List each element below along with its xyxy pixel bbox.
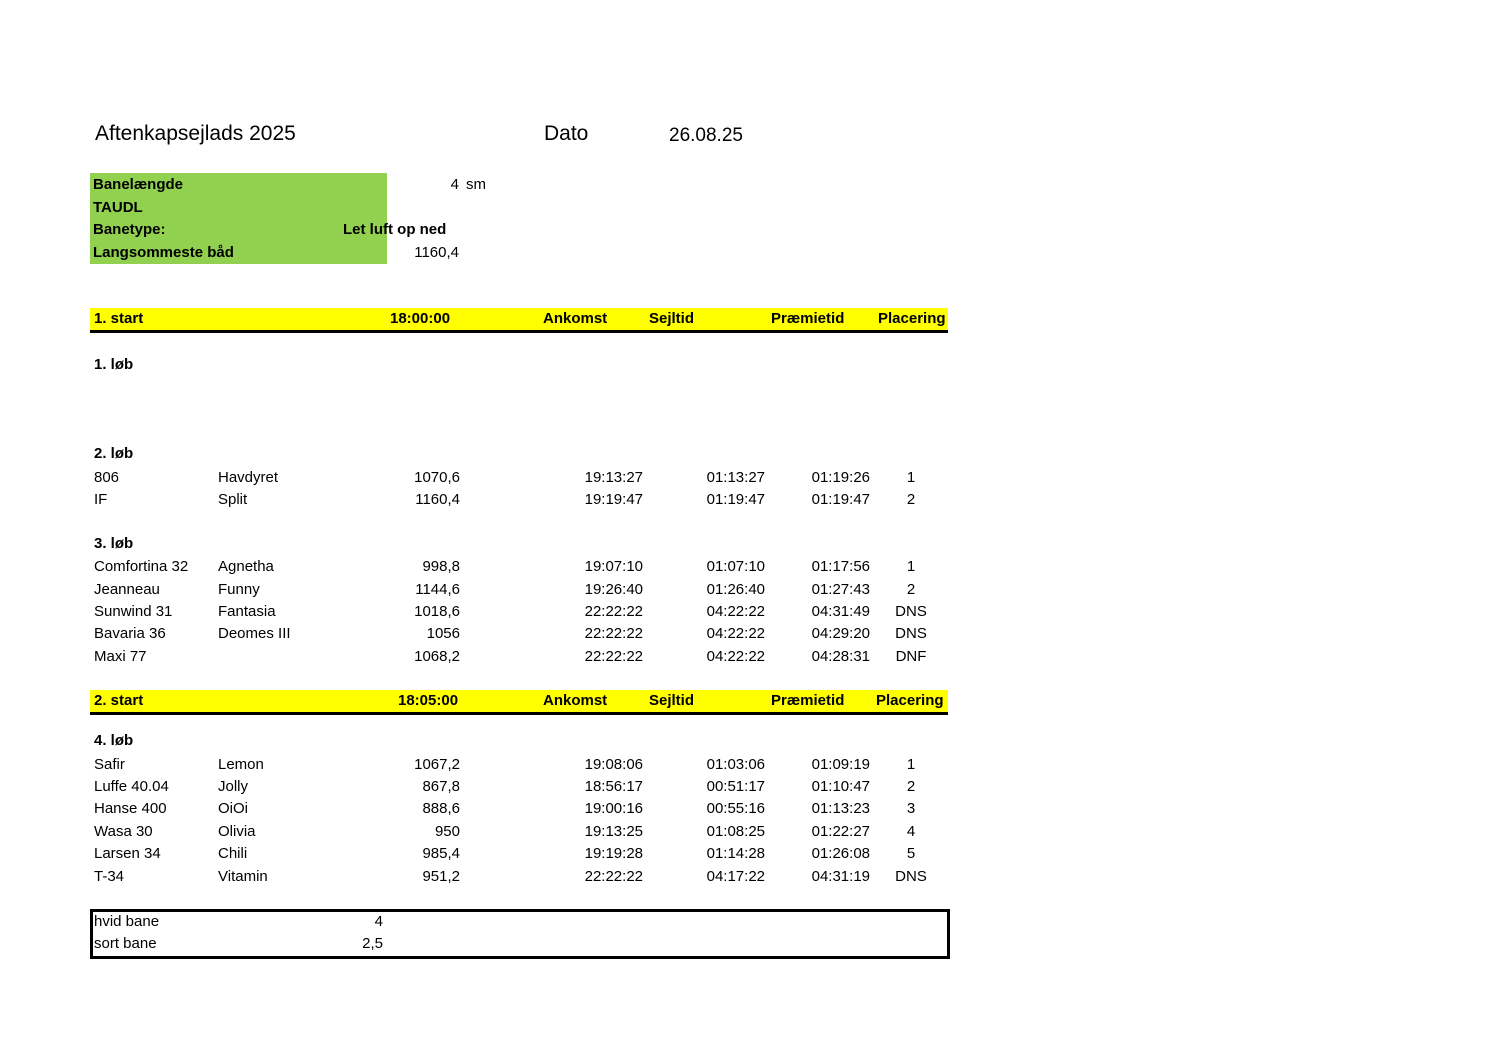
course-length-value: 4 bbox=[450, 176, 459, 193]
placement: 2 bbox=[906, 581, 916, 598]
boat-name: Agnetha bbox=[218, 558, 274, 575]
start-2-time: 18:05:00 bbox=[398, 692, 459, 709]
handicap: 1144,6 bbox=[415, 581, 460, 598]
arrival-time: 19:26:40 bbox=[584, 581, 643, 598]
result-row bbox=[0, 601, 1497, 623]
sail-time: 01:07:10 bbox=[706, 558, 765, 575]
placement: DNS bbox=[895, 868, 927, 885]
arrival-time: 19:07:10 bbox=[584, 558, 643, 575]
boat-name: Havdyret bbox=[218, 469, 279, 486]
start-2-label: 2. start bbox=[94, 692, 144, 709]
boat-name: Deomes III bbox=[218, 625, 291, 642]
arrival-time: 19:00:16 bbox=[584, 800, 643, 817]
result-row bbox=[0, 754, 1497, 776]
handicap: 950 bbox=[434, 823, 460, 840]
result-row bbox=[0, 776, 1497, 798]
boat-name: Jolly bbox=[218, 778, 249, 795]
arrival-time: 19:19:47 bbox=[584, 491, 643, 508]
start-1-label: 1. start bbox=[94, 310, 144, 327]
course-type-label: Banetype: bbox=[93, 221, 166, 238]
sail-time: 01:19:47 bbox=[706, 491, 765, 508]
start-2-header bbox=[0, 690, 1497, 712]
arrival-time: 22:22:22 bbox=[584, 868, 643, 885]
arrival-time: 19:19:28 bbox=[584, 845, 643, 862]
result-row bbox=[0, 843, 1497, 865]
prize-time: 04:29:20 bbox=[811, 625, 870, 642]
sail-time: 01:03:06 bbox=[706, 756, 765, 773]
placement: 5 bbox=[906, 845, 916, 862]
boat-name: Lemon bbox=[218, 756, 264, 773]
boat-name: Olivia bbox=[218, 823, 256, 840]
sail-time: 01:26:40 bbox=[706, 581, 765, 598]
arrival-time: 19:13:25 bbox=[584, 823, 643, 840]
start-1-header bbox=[0, 308, 1497, 330]
prize-time: 01:13:23 bbox=[811, 800, 870, 817]
boat-class: Hanse 400 bbox=[94, 800, 167, 817]
course-length-label: Banelængde bbox=[93, 176, 184, 193]
handicap: 1070,6 bbox=[414, 469, 460, 486]
arrival-time: 18:56:17 bbox=[584, 778, 643, 795]
handicap: 1067,2 bbox=[414, 756, 460, 773]
sail-time: 00:55:16 bbox=[706, 800, 765, 817]
sail-time: 00:51:17 bbox=[706, 778, 765, 795]
boat-class: Bavaria 36 bbox=[94, 625, 166, 642]
col-sail-time: Sejltid bbox=[649, 310, 695, 327]
handicap: 1160,4 bbox=[415, 491, 460, 508]
placement: 1 bbox=[906, 469, 916, 486]
prize-time: 01:10:47 bbox=[811, 778, 870, 795]
result-row bbox=[0, 821, 1497, 843]
result-row bbox=[0, 646, 1497, 668]
placement: 3 bbox=[906, 800, 916, 817]
arrival-time: 19:08:06 bbox=[584, 756, 643, 773]
race-3-label: 3. løb bbox=[94, 535, 134, 552]
handicap: 1056 bbox=[426, 625, 460, 642]
placement: 4 bbox=[906, 823, 916, 840]
arrival-time: 22:22:22 bbox=[584, 603, 643, 620]
result-row bbox=[0, 579, 1497, 601]
black-course-label: sort bane bbox=[94, 935, 157, 952]
placement: DNF bbox=[895, 648, 927, 665]
col-sail-time: Sejltid bbox=[649, 692, 695, 709]
course-lengths-box bbox=[90, 909, 950, 959]
col-placement: Placering bbox=[876, 692, 944, 709]
race-4-label: 4. løb bbox=[94, 732, 134, 749]
col-arrival: Ankomst bbox=[543, 310, 608, 327]
prize-time: 01:19:47 bbox=[811, 491, 870, 508]
handicap: 985,4 bbox=[422, 845, 460, 862]
boat-class: Wasa 30 bbox=[94, 823, 153, 840]
boat-class: 806 bbox=[94, 469, 120, 486]
placement: 2 bbox=[906, 778, 916, 795]
boat-class: Sunwind 31 bbox=[94, 603, 173, 620]
result-row bbox=[0, 798, 1497, 820]
handicap: 951,2 bbox=[422, 868, 460, 885]
boat-class: Luffe 40.04 bbox=[94, 778, 169, 795]
sail-time: 01:13:27 bbox=[706, 469, 765, 486]
boat-name: Split bbox=[218, 491, 248, 508]
taudl-label: TAUDL bbox=[93, 199, 143, 216]
boat-class: Maxi 77 bbox=[94, 648, 147, 665]
start-1-time: 18:00:00 bbox=[390, 310, 451, 327]
sail-time: 04:22:22 bbox=[706, 625, 765, 642]
prize-time: 01:09:19 bbox=[811, 756, 870, 773]
prize-time: 04:31:49 bbox=[811, 603, 870, 620]
placement: 1 bbox=[906, 756, 916, 773]
col-prize-time: Præmietid bbox=[771, 310, 845, 327]
date-value: 26.08.25 bbox=[669, 125, 743, 146]
result-row bbox=[0, 489, 1497, 511]
white-course-label: hvid bane bbox=[94, 913, 160, 930]
placement: DNS bbox=[895, 625, 927, 642]
race-2-label: 2. løb bbox=[94, 445, 134, 462]
placement: 2 bbox=[906, 491, 916, 508]
course-length-unit: sm bbox=[466, 176, 486, 193]
boat-name: Funny bbox=[218, 581, 260, 598]
boat-name: OiOi bbox=[218, 800, 248, 817]
date-label: Dato bbox=[544, 122, 589, 145]
sail-time: 04:22:22 bbox=[706, 603, 765, 620]
race-1-label: 1. løb bbox=[94, 356, 134, 373]
handicap: 1068,2 bbox=[414, 648, 460, 665]
course-type-value: Let luft op ned bbox=[343, 221, 447, 238]
result-row bbox=[0, 556, 1497, 578]
sail-time: 01:08:25 bbox=[706, 823, 765, 840]
prize-time: 04:31:19 bbox=[811, 868, 870, 885]
boat-class: Safir bbox=[94, 756, 125, 773]
boat-class: Comfortina 32 bbox=[94, 558, 189, 575]
handicap: 867,8 bbox=[422, 778, 460, 795]
col-arrival: Ankomst bbox=[543, 692, 608, 709]
result-row bbox=[0, 866, 1497, 888]
boat-name: Vitamin bbox=[218, 868, 268, 885]
boat-class: IF bbox=[94, 491, 108, 508]
prize-time: 01:22:27 bbox=[811, 823, 870, 840]
col-prize-time: Præmietid bbox=[771, 692, 845, 709]
prize-time: 04:28:31 bbox=[811, 648, 870, 665]
handicap: 1018,6 bbox=[414, 603, 460, 620]
handicap: 998,8 bbox=[422, 558, 460, 575]
handicap: 888,6 bbox=[422, 800, 460, 817]
prize-time: 01:19:26 bbox=[811, 469, 870, 486]
slowest-boat-value: 1160,4 bbox=[414, 244, 459, 261]
prize-time: 01:26:08 bbox=[811, 845, 870, 862]
result-row bbox=[0, 623, 1497, 645]
col-placement: Placering bbox=[878, 310, 946, 327]
arrival-time: 22:22:22 bbox=[584, 648, 643, 665]
boat-class: Jeanneau bbox=[94, 581, 160, 598]
sail-time: 01:14:28 bbox=[706, 845, 765, 862]
black-course-value: 2,5 bbox=[362, 935, 383, 952]
white-course-value: 4 bbox=[374, 913, 383, 930]
sail-time: 04:22:22 bbox=[706, 648, 765, 665]
arrival-time: 22:22:22 bbox=[584, 625, 643, 642]
prize-time: 01:27:43 bbox=[811, 581, 870, 598]
slowest-boat-label: Langsommeste båd bbox=[93, 244, 234, 261]
sail-time: 04:17:22 bbox=[706, 868, 765, 885]
prize-time: 01:17:56 bbox=[811, 558, 870, 575]
result-row bbox=[0, 467, 1497, 489]
boat-class: Larsen 34 bbox=[94, 845, 161, 862]
arrival-time: 19:13:27 bbox=[584, 469, 643, 486]
boat-class: T-34 bbox=[94, 868, 125, 885]
boat-name: Chili bbox=[218, 845, 248, 862]
placement: 1 bbox=[906, 558, 916, 575]
page-title: Aftenkapsejlads 2025 bbox=[95, 122, 296, 145]
placement: DNS bbox=[895, 603, 927, 620]
boat-name: Fantasia bbox=[218, 603, 276, 620]
